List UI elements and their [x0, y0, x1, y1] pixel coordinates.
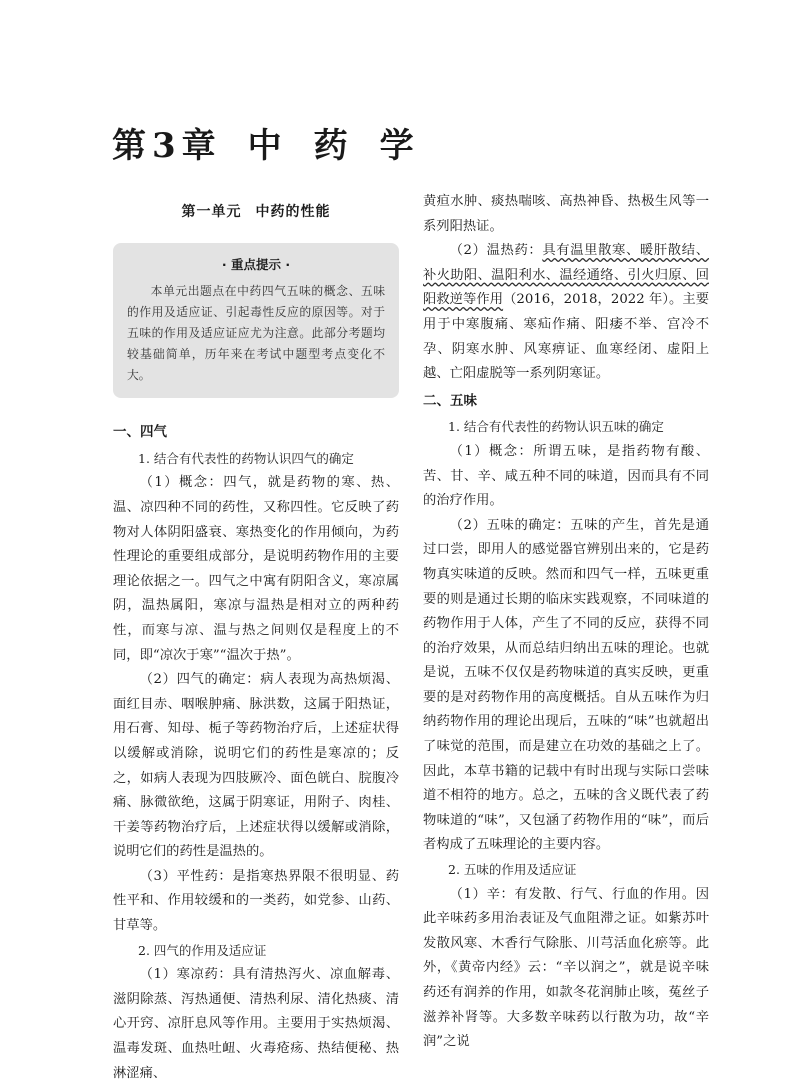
chapter-char-2: 药 [313, 126, 350, 166]
paragraph-pungent: （1）辛：有发散、行气、行血的作用。因此辛味药多用治表证及气血阻滞之证。如紫苏叶发散风寒、木香行气除胀、川芎活血化瘀等。此外，《黄帝内经》云：“辛以润之”，就是说辛味药还有润养的作用，如款冬花润肺止咳，菟丝子滋养补肾等。大多数辛味药以行散为功，故“辛润”之说 [423, 886, 709, 1050]
paragraph-neutral-herbs: （3）平性药：是指寒热界限不很明显、药性平和、作用较缓和的一类药，如党参、山药、甘草等。 [113, 868, 399, 934]
right-column [423, 190, 709, 1055]
key-points-text: 本单元出题点在中药四气五味的概念、五味的作用及适应证、引起毒性反应的原因等。对于五味的作用及适应证应尤为注意。此部分考题均较基础简单，历年来在考试中题型考点变化不大。 [127, 284, 385, 383]
section-heading-wuwei: 二、五味 [423, 392, 477, 409]
paragraph-siqi-determination: （2）四气的确定：病人表现为高热烦渴、面红目赤、咽喉肿痛、脉洪数，这属于阳热证，用石膏、知母、栀子等药物治疗后，上述症状得以缓解或消除，说明它们的药性是寒凉的；反之，如病人表现为四肢厥冷、面色㿠白、脘腹冷痛、脉微欲绝，这属于阴寒证，用附子、肉桂、干姜等药物治疗后，上述症状得以缓解或消除，说明它们的药性是温热的。 [113, 672, 399, 860]
subheading-wuwei-2: 2. 五味的作用及适应证 [448, 862, 577, 878]
subheading-siqi-1: 1. 结合有代表性的药物认识四气的确定 [138, 450, 354, 466]
section-heading-siqi: 一、四气 [113, 424, 167, 441]
paragraph-concept-wuwei: （1）概念：所谓五味，是指药物有酸、苦、甘、辛、咸五种不同的味道，因而具有不同的治疗作用。 [423, 443, 709, 509]
key-points-title: · 重点提示 · [221, 256, 291, 272]
chapter-prefix: 第 [112, 126, 148, 166]
paragraph-wuwei-determination: （2）五味的确定：五味的产生，首先是通过口尝，即用人的感觉器官辨别出来的，它是药物真实味道的反映。然而和四气一样，五味更重要的则是通过长期的临床实践观察，不同味道的药物作用于人体，产生了不同的反应，获得不同的治疗效果，从而总结归纳出五味的理论。也就是说，五味不仅仅是药物味道的真实反映，更重要的是对药物作用的高度概括。自从五味作为归纳药物作用的理论出现后，五味的“味”也就超出了味觉的范围，而是建立在功效的基础之上了。因此，本草书籍的记载中有时出现与实际口尝味道不相符的地方。总之，五味的含义既代表了药物味道的“味”，又包涵了药物作用的“味”，而后者构成了五味理论的主要内容。 [423, 517, 709, 853]
chapter-char-1: 中 [247, 126, 284, 166]
unit-name: 中药的性能 [255, 204, 331, 220]
subheading-siqi-2: 2. 四气的作用及适应证 [138, 942, 267, 958]
subheading-wuwei-1: 1. 结合有代表性的药物认识五味的确定 [448, 419, 664, 435]
chapter-title [112, 118, 416, 167]
unit-title [113, 200, 399, 225]
warm-herbs-key-phrase: 具有温里散寒、暖肝散结、补火助阳、温阳利水、温经通络、引火归原、回阳救逆等作用 [423, 243, 709, 308]
paragraph-warm-herbs [423, 239, 709, 387]
warm-herbs-lead: （2）温热药： [449, 243, 543, 259]
unit-label: 第一单元 [181, 204, 242, 220]
chapter-suffix: 章 [181, 126, 218, 166]
chapter-number: 3 [152, 126, 178, 166]
paragraph-cold-herbs-cont: 黄疸水肿、痰热喘咳、高热神昏、热极生风等一系列阳热证。 [423, 194, 709, 234]
paragraph-concept-siqi: （1）概念：四气，就是药物的寒、热、温、凉四种不同的药性，又称四性。它反映了药物对人体阴阳盛衰、寒热变化的作用倾向，为药性理论的重要组成部分，是说明药物作用的主要理论依据之一。四气之中寓有阴阳含义，寒凉属阴，温热属阳，寒凉与温热是相对立的两种药性，而寒与凉、温与热之间则仅是程度上的不同，即“凉次于寒”“温次于热”。 [113, 475, 399, 663]
chapter-char-3: 学 [379, 126, 416, 166]
warm-herbs-rest: （2016，2018，2022 年）。主要用于中寒腹痛、寒疝作痛、阳痿不举、宫冷不孕、阴寒水肿、风寒痹证、血寒经闭、虚阳上越、亡阳虚脱等一系列阴寒证。 [423, 292, 709, 382]
left-column [113, 190, 399, 1086]
key-points-box [113, 243, 399, 399]
paragraph-cold-herbs: （1）寒凉药：具有清热泻火、凉血解毒、滋阴除蒸、泻热通便、清热利尿、清化热痰、清心开窍、凉肝息风等作用。主要用于实热烦渴、温毒发斑、血热吐衄、火毒疮疡、热结便秘、热淋涩痛、 [113, 967, 399, 1081]
